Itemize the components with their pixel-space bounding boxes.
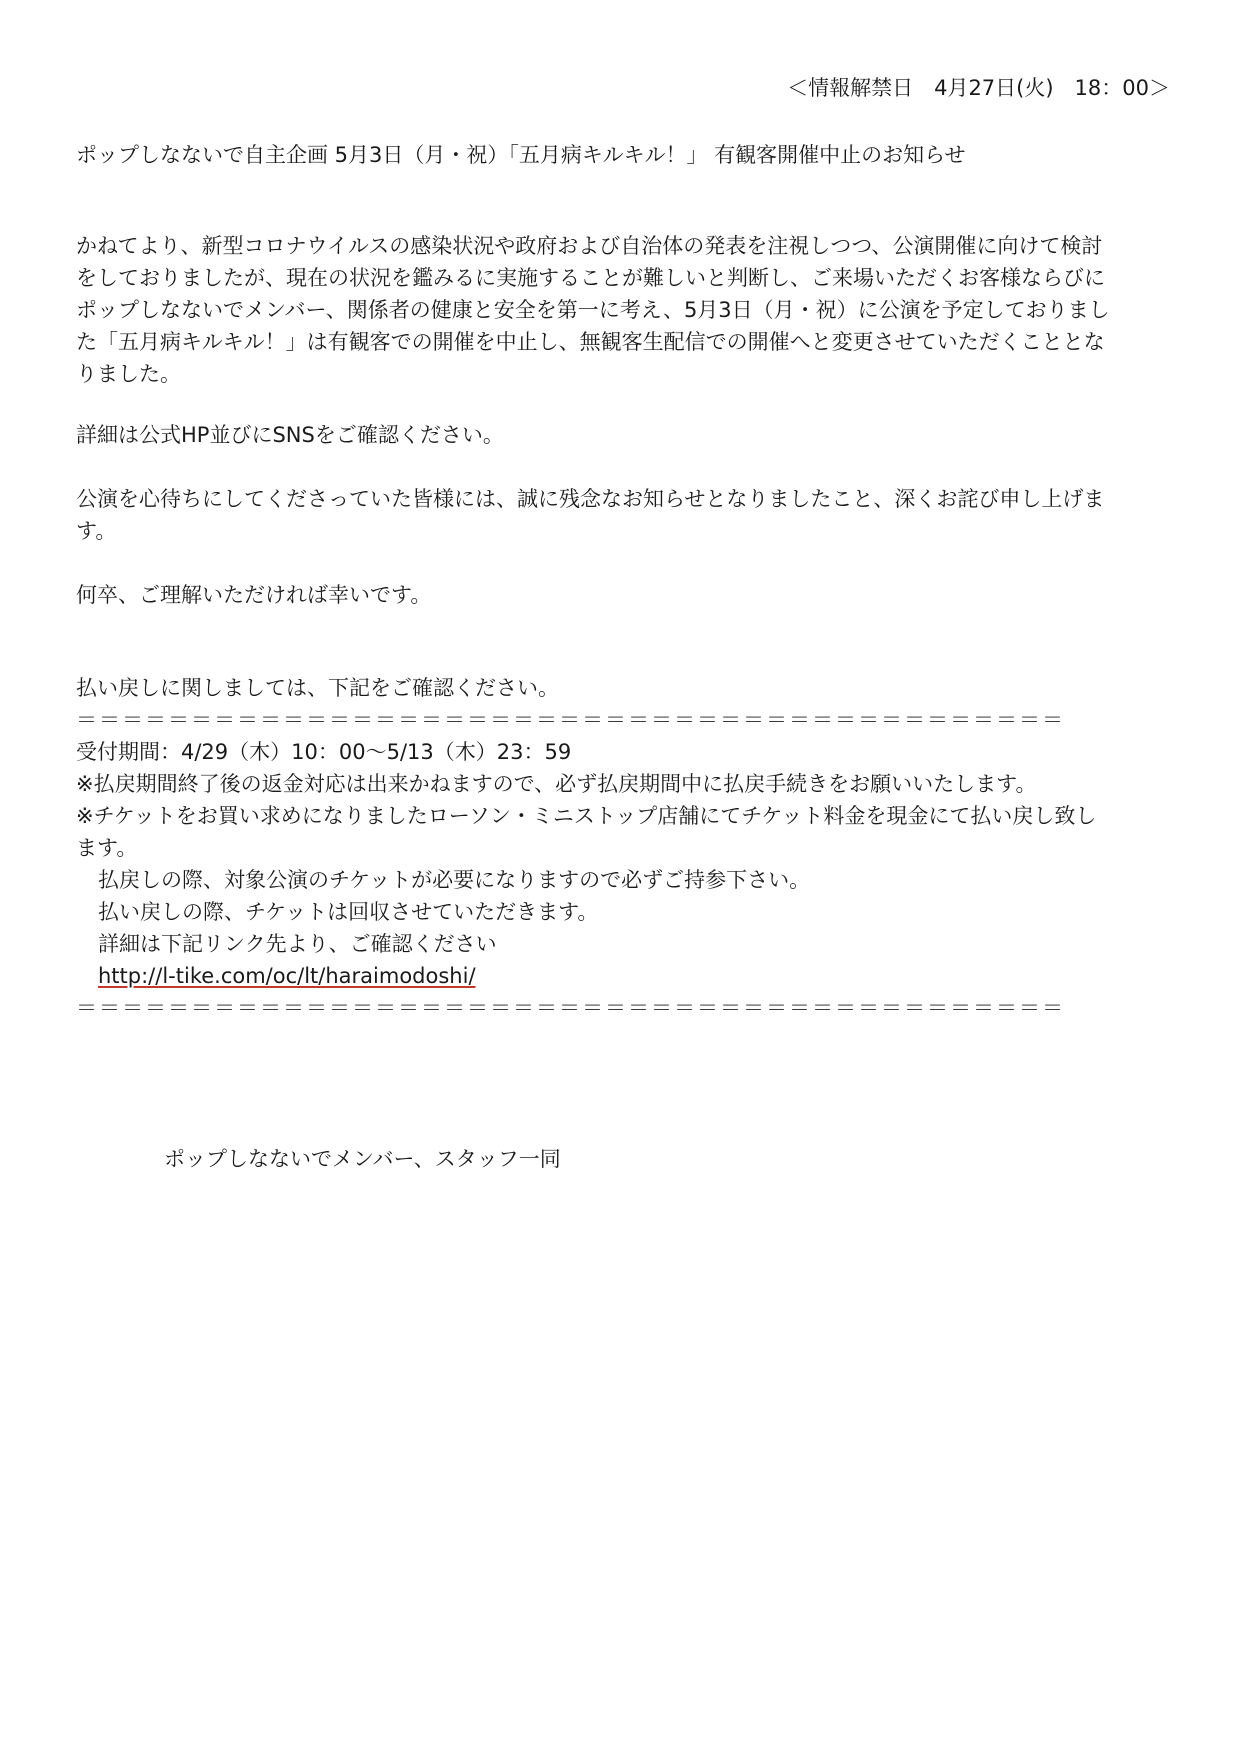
paragraph-line: ポップしなないでメンバー、関係者の健康と安全を第一に考え、5月3日（月・祝）に公演を予定しておりまし [76, 298, 1110, 322]
paragraph-line: 詳細は公式HP並びにSNSをご確認ください。 [76, 423, 504, 447]
refund-detail-ticket-required: 払戻しの際、対象公演のチケットが必要になりますので必ずご持参下さい。 [98, 868, 811, 892]
refund-period: 受付期間：4/29（木）10：00〜5/13（木）23：59 [76, 740, 572, 764]
signature: ポップしなないでメンバー、スタッフ一同 [164, 1147, 561, 1171]
paragraph-details [76, 419, 1166, 451]
refund-note-store: ※チケットをお買い求めになりましたローソン・ミニストップ店舗にてチケット料金を現金にて払い戻し致し [76, 804, 1097, 828]
refund-info-link[interactable]: http://l-tike.com/oc/lt/haraimodoshi/ [98, 964, 476, 988]
refund-link-row [76, 960, 1166, 992]
paragraph-line: 何卒、ご理解いただければ幸いです。 [76, 583, 432, 607]
paragraph-line: りました。 [76, 362, 181, 386]
refund-detail-ticket-collected: 払い戻しの際、チケットは回収させていただきます。 [98, 900, 599, 924]
paragraph-closing [76, 579, 1166, 611]
refund-section [76, 672, 1166, 1024]
refund-note-deadline: ※払戻期間終了後の返金対応は出来かねますので、必ず払戻期間中に払戻手続きをお願いいたします。 [76, 772, 1037, 796]
page-title: ポップしなないで自主企画 5月3日（月・祝）「五月病キルキル！」 有観客開催中止のお知らせ [76, 143, 966, 167]
divider-rule-end: ＝＝＝＝＝＝＝＝＝＝＝＝＝＝＝＝＝＝＝＝＝＝＝＝＝＝＝＝＝＝＝＝＝＝＝＝＝＝＝＝＝＝＝ [76, 996, 1065, 1020]
paragraph-line: 公演を心待ちにしてくださっていた皆様には、誠に残念なお知らせとなりましたこと、深くお詫び申し上げま [76, 487, 1105, 511]
paragraph-line: かねてより、新型コロナウイルスの感染状況や政府および自治体の発表を注視しつつ、公演開催に向けて検討 [76, 234, 1103, 258]
refund-intro: 払い戻しに関しましては、下記をご確認ください。 [76, 676, 559, 700]
paragraph-line: た「五月病キルキル！」は有観客での開催を中止し、無観客生配信での開催へと変更させていただくこととな [76, 330, 1105, 354]
refund-detail-see-link: 詳細は下記リンク先より、ご確認ください [98, 932, 497, 956]
paragraph-line: をしておりましたが、現在の状況を鑑みるに実施することが難しいと判断し、ご来場いただくお客様ならびに [76, 266, 1105, 290]
paragraph-announcement [76, 230, 1166, 390]
paragraph-apology [76, 483, 1166, 547]
divider-rule: ＝＝＝＝＝＝＝＝＝＝＝＝＝＝＝＝＝＝＝＝＝＝＝＝＝＝＝＝＝＝＝＝＝＝＝＝＝＝＝＝＝＝＝ [76, 708, 1065, 732]
embargo-notice: ＜情報解禁日 4月27日(火) 18：00＞ [787, 76, 1170, 100]
paragraph-line: す。 [76, 519, 117, 543]
refund-note-store-cont: ます。 [76, 836, 138, 860]
